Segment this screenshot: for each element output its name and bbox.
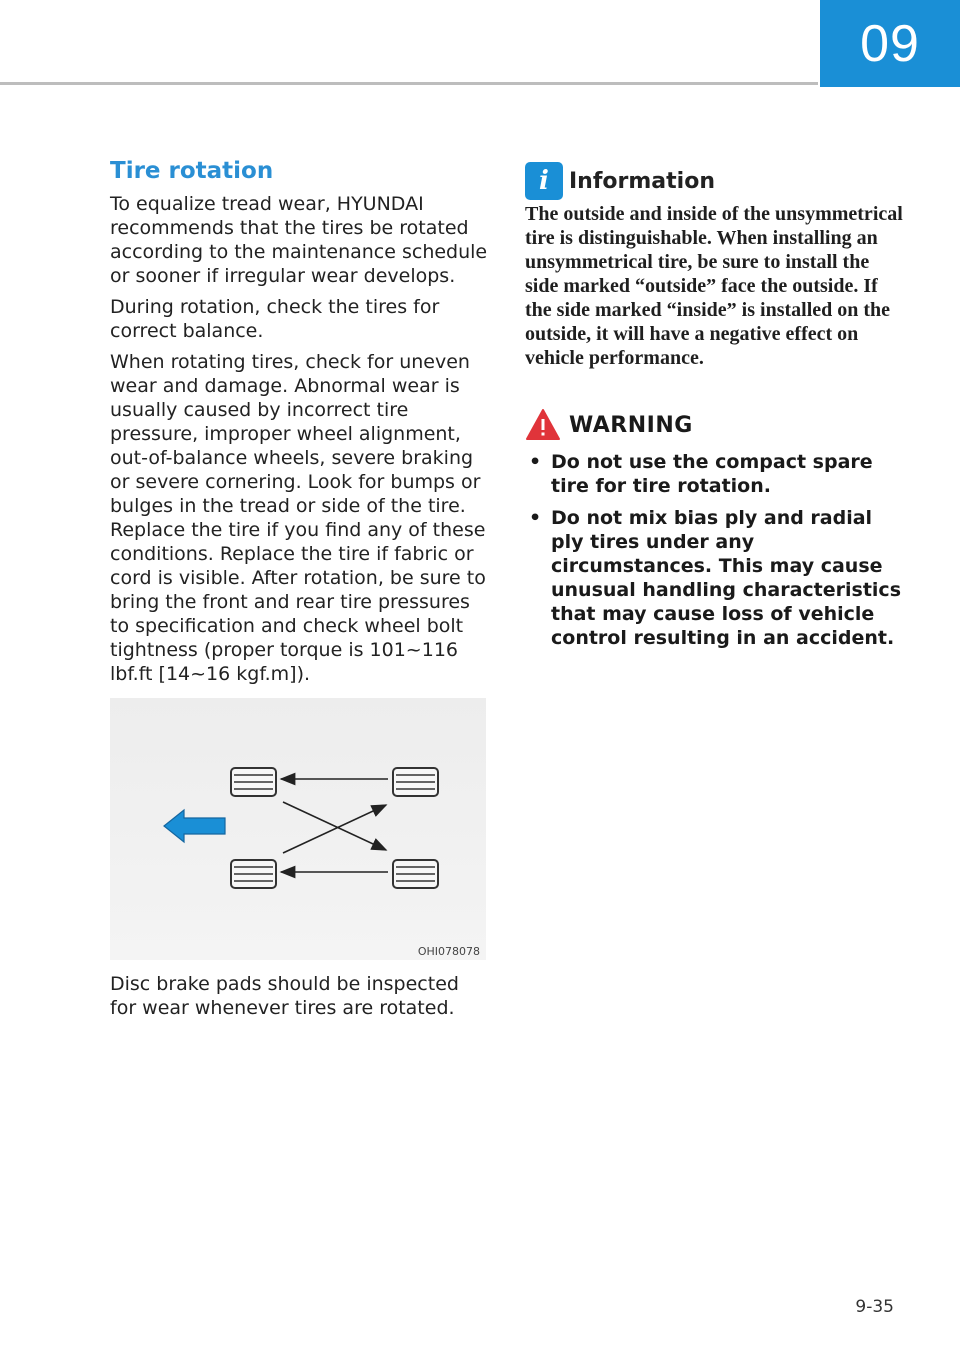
warning-list xyxy=(525,450,905,650)
warning-header xyxy=(525,408,905,442)
tire-front-right-icon xyxy=(231,860,276,888)
notes-column xyxy=(525,162,905,658)
tire-rear-left-icon xyxy=(393,768,438,796)
bullet-icon: • xyxy=(529,507,542,529)
bullet-icon: • xyxy=(529,451,542,473)
warning-title: WARNING xyxy=(569,412,693,438)
paragraph-intro: To equalize tread wear, HYUNDAI recommends that the tires be rotated according to the maintenance schedule or sooner if irregular wear develops. xyxy=(110,193,488,287)
info-body: The outside and inside of the unsymmetrical tire is distinguishable. When installing an unsymmetrical tire, be sure to install the side marked “outside” face the outside. If the side marked “inside” is installed on the outside, it will have a negative effect on vehicle performance. xyxy=(525,203,903,369)
paragraph-brake-pads: Disc brake pads should be inspected for wear whenever tires are rotated. xyxy=(110,973,459,1019)
warning-item-text: Do not use the compact spare tire for tire rotation. xyxy=(551,451,873,497)
arrow-front-right-to-rear-left xyxy=(283,805,386,853)
section-title: Tire rotation xyxy=(110,158,274,184)
header-divider xyxy=(0,82,818,85)
warning-item xyxy=(525,450,905,498)
tire-rotation-section xyxy=(110,158,490,1027)
warning-item xyxy=(525,506,905,650)
arrow-front-left-to-rear-right xyxy=(283,802,386,850)
tire-front-left-icon xyxy=(231,768,276,796)
tire-rotation-diagram xyxy=(110,698,486,960)
info-header xyxy=(525,162,905,200)
paragraph-balance: During rotation, check the tires for correct balance. xyxy=(110,296,440,342)
page-number: 9-35 xyxy=(855,1297,894,1317)
paragraph-wear: When rotating tires, check for uneven wear and damage. Abnormal wear is usually caused by incorrect tire pressure, improper wheel alignment, out-of-balance wheels, severe braking or severe cornering. Look for bumps or bulges in the tread or side of the tire. Replace the tire if you find any of these conditions. Replace the tire if fabric or cord is visible. After rotation, be sure to bring the front and rear tire pressures to specification and check wheel bolt tightness (proper torque is 101~116 lbf.ft [14~16 kgf.m]). xyxy=(110,351,486,685)
tire-rear-right-icon xyxy=(393,860,438,888)
chapter-tab: 09 xyxy=(820,0,960,87)
rotation-diagram-svg xyxy=(110,698,486,960)
info-icon: i xyxy=(525,162,563,200)
warning-triangle-icon xyxy=(525,408,561,442)
vehicle-direction-arrow-icon xyxy=(164,810,225,842)
info-title: Information xyxy=(569,168,715,194)
figure-code: OHI078078 xyxy=(417,945,480,958)
warning-item-text: Do not mix bias ply and radial ply tires under any circumstances. This may cause unusual handling characteristics that may cause loss of vehicle control resulting in an accident. xyxy=(551,507,901,649)
